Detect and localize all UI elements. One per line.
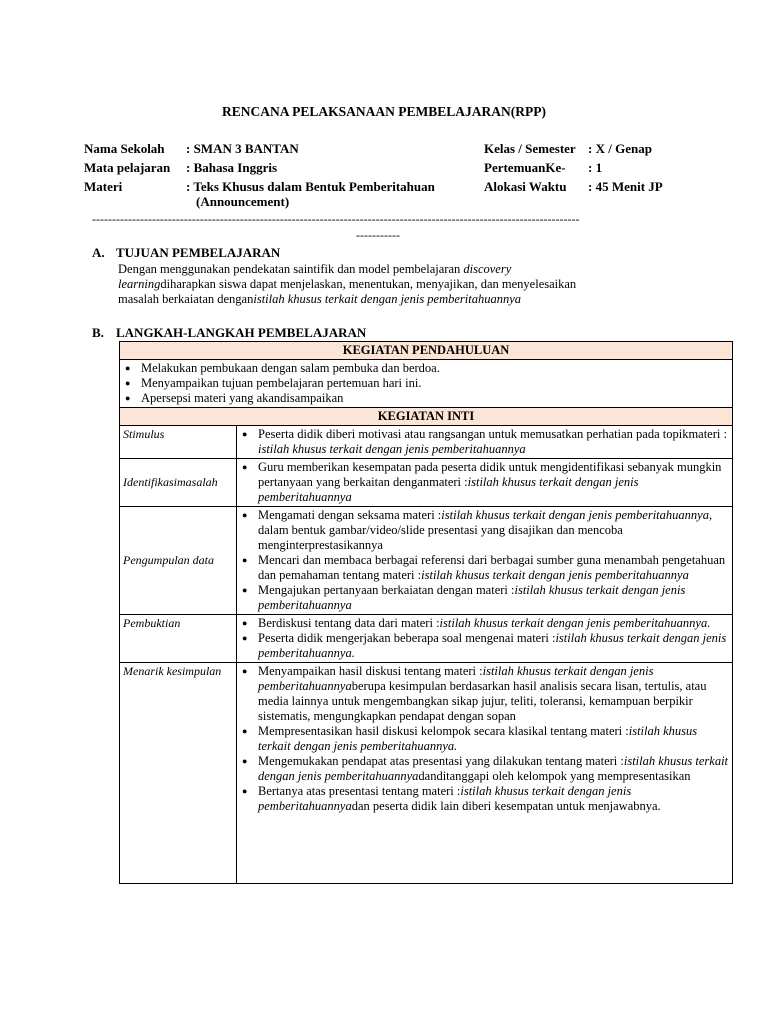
list-item (240, 754, 729, 784)
info-row-material (84, 179, 684, 213)
time-label: Alokasi Waktu (484, 179, 567, 194)
table-header-row (120, 342, 733, 360)
list-item: ● Apersepsi materi yang akandisampaikan (123, 391, 729, 406)
item-text: berupa kesimpulan berdasarkan hasil analisis secara lisan, tertulis, atau media lainnya untuk mengembangkan sikap jujur, teliti, toleransi, kemampuan berpikir sistematis, mengungkapkan pendapat dengan sopan (258, 679, 707, 723)
class-value: : X / Genap (588, 141, 652, 156)
pendahuluan-list-cell (120, 360, 733, 408)
item-text: Menyampaikan hasil diskusi tentang materi : (258, 664, 483, 678)
material-value (186, 179, 476, 209)
school-value: : SMAN 3 BANTAN (186, 141, 299, 156)
pendahuluan-list (123, 361, 729, 406)
list-item (240, 553, 729, 583)
subject-label: Mata pelajaran (84, 160, 171, 175)
pembuktian-content (237, 615, 733, 663)
pengumpulan-content (237, 507, 733, 615)
page-title: RENCANA PELAKSANAAN PEMBELAJARAN(RPP) (222, 104, 546, 119)
section-a-heading (92, 245, 280, 260)
list-item (240, 631, 729, 661)
list-item (240, 616, 729, 631)
list-item (240, 427, 729, 457)
pembuktian-label: Pembuktian (120, 615, 237, 663)
item-text: Peserta didik diberi motivasi atau rangsangan untuk memusatkan perhatian pada topikmateri : (258, 427, 727, 441)
info-block (84, 141, 684, 213)
para-a-text: diharapkan siswa dapat menjelaskan, menentukan, menyajikan, dan menyelesaikan (160, 277, 577, 291)
school-label: Nama Sekolah (84, 141, 165, 156)
item-text: Mengemukakan pendapat atas presentasi yang dilakukan tentang materi : (258, 754, 624, 768)
item-em: istilah khusus terkait dengan jenis pemberitahuannya (258, 784, 632, 813)
subject-value: : Bahasa Inggris (186, 160, 278, 175)
list-item (240, 784, 729, 814)
class-label: Kelas / Semester (484, 141, 576, 156)
section-b-letter: B. (92, 325, 104, 340)
item-text: dan peserta didik lain diberi kesempatan untuk menjawabnya. (351, 799, 661, 813)
item-em: istilah khusus terkait dengan jenis pemberitahuannya (258, 664, 654, 693)
item-text: Bertanya atas presentasi tentang materi : (258, 784, 461, 798)
info-row-subject (84, 160, 684, 179)
time-value: : 45 Menit JP (588, 179, 663, 194)
stimulus-content (237, 426, 733, 459)
stimulus-label: Stimulus (120, 426, 237, 459)
item-text: Guru memberikan kesempatan pada peserta didik untuk mengidentifikasi sebanyak mungkin pertanyaan yang berkaitan denganmateri : (258, 460, 722, 489)
para-a-em: istilah khusus terkait dengan jenis pemberitahuannya (253, 292, 522, 306)
para-a-em: learning (118, 277, 161, 291)
info-row-school (84, 141, 684, 160)
item-text: Mengamati dengan seksama materi : (258, 508, 442, 522)
inti-header: KEGIATAN INTI (120, 408, 733, 426)
table-row (120, 426, 733, 459)
item-text: , dalam bentuk gambar/video/slide presentasi yang disajikan dan mencoba menginterprestasikannya (258, 508, 713, 552)
lesson-steps-table (119, 341, 733, 884)
item-text: Mencari dan membaca berbagai referensi dari berbagai sumber guna menambah pengetahuan dan pemahaman tentang materi : (258, 553, 726, 582)
list-item (240, 583, 729, 613)
section-a-letter: A. (92, 245, 105, 260)
list-item (240, 508, 729, 553)
item-text: Peserta didik mengerjakan beberapa soal mengenai materi : (258, 631, 556, 645)
item-text: danditanggapi oleh kelompok yang mempresentasikan (418, 769, 691, 783)
list-item (240, 460, 729, 505)
identifikasi-content (237, 459, 733, 507)
table-header-row (120, 408, 733, 426)
item-em: istilah khusus terkait dengan jenis pemberitahuannya. (258, 724, 698, 753)
dashed-divider: -------------------------------------------------------------------------------------------------------------------------- (92, 212, 580, 226)
list-item (240, 724, 729, 754)
para-a-text: Dengan menggunakan pendekatan saintifik dan model pembelajaran (118, 262, 464, 276)
list-item (240, 664, 729, 724)
dashed-divider-tail: ----------- (356, 228, 400, 242)
item-em: istilah khusus terkait dengan jenis pemberitahuannya (258, 583, 686, 612)
menarik-label: Menarik kesimpulan (120, 663, 237, 884)
item-em: istilah khusus terkait dengan jenis pemberitahuannya (421, 568, 689, 582)
identifikasi-label: Identifikasimasalah (120, 459, 237, 507)
item-text: Berdiskusi tentang data dari materi : (258, 616, 440, 630)
para-a-em: discovery (463, 262, 512, 276)
item-em: istilah khusus terkait dengan jenis pemberitahuannya (441, 508, 709, 522)
menarik-content (237, 663, 733, 884)
item-em: istilah khusus terkait dengan jenis pemberitahuannya (258, 754, 729, 783)
table-row (120, 615, 733, 663)
material-label: Materi (84, 179, 123, 194)
material-value-line1: : Teks Khusus dalam Bentuk Pemberitahuan (186, 179, 435, 194)
material-value-line2: (Announcement) (196, 194, 290, 209)
section-a-title: TUJUAN PEMBELAJARAN (116, 245, 281, 260)
item-text: Mempresentasikan hasil diskusi kelompok secara klasikal tentang materi : (258, 724, 629, 738)
item-em: istilah khusus terkait dengan jenis pemberitahuannya (258, 442, 526, 456)
table-row (120, 507, 733, 615)
list-item: ● Melakukan pembukaan dengan salam pembuka dan berdoa. (123, 361, 729, 376)
meeting-label: PertemuanKe- (484, 160, 566, 175)
list-item: ● Menyampaikan tujuan pembelajaran pertemuan hari ini. (123, 376, 729, 391)
item-text: Mengajukan pertanyaan berkaiatan dengan materi : (258, 583, 515, 597)
pengumpulan-label: Pengumpulan data (120, 507, 237, 615)
item-em: istilah khusus terkait dengan jenis pemberitahuannya. (439, 616, 711, 630)
section-b-heading (92, 325, 366, 340)
section-b-title: LANGKAH-LANGKAH PEMBELAJARAN (116, 325, 367, 340)
table-row (120, 459, 733, 507)
pendahuluan-header: KEGIATAN PENDAHULUAN (120, 342, 733, 360)
para-a-text: masalah berkaiatan dengan (118, 292, 254, 306)
item-em: istilah khusus terkait dengan jenis pemberitahuannya. (258, 631, 727, 660)
item-em: istilah khusus terkait dengan jenis pemberitahuannya (258, 475, 639, 504)
meeting-value: : 1 (588, 160, 603, 175)
table-row (120, 663, 733, 884)
table-row (120, 360, 733, 408)
section-a-paragraph (118, 262, 648, 307)
